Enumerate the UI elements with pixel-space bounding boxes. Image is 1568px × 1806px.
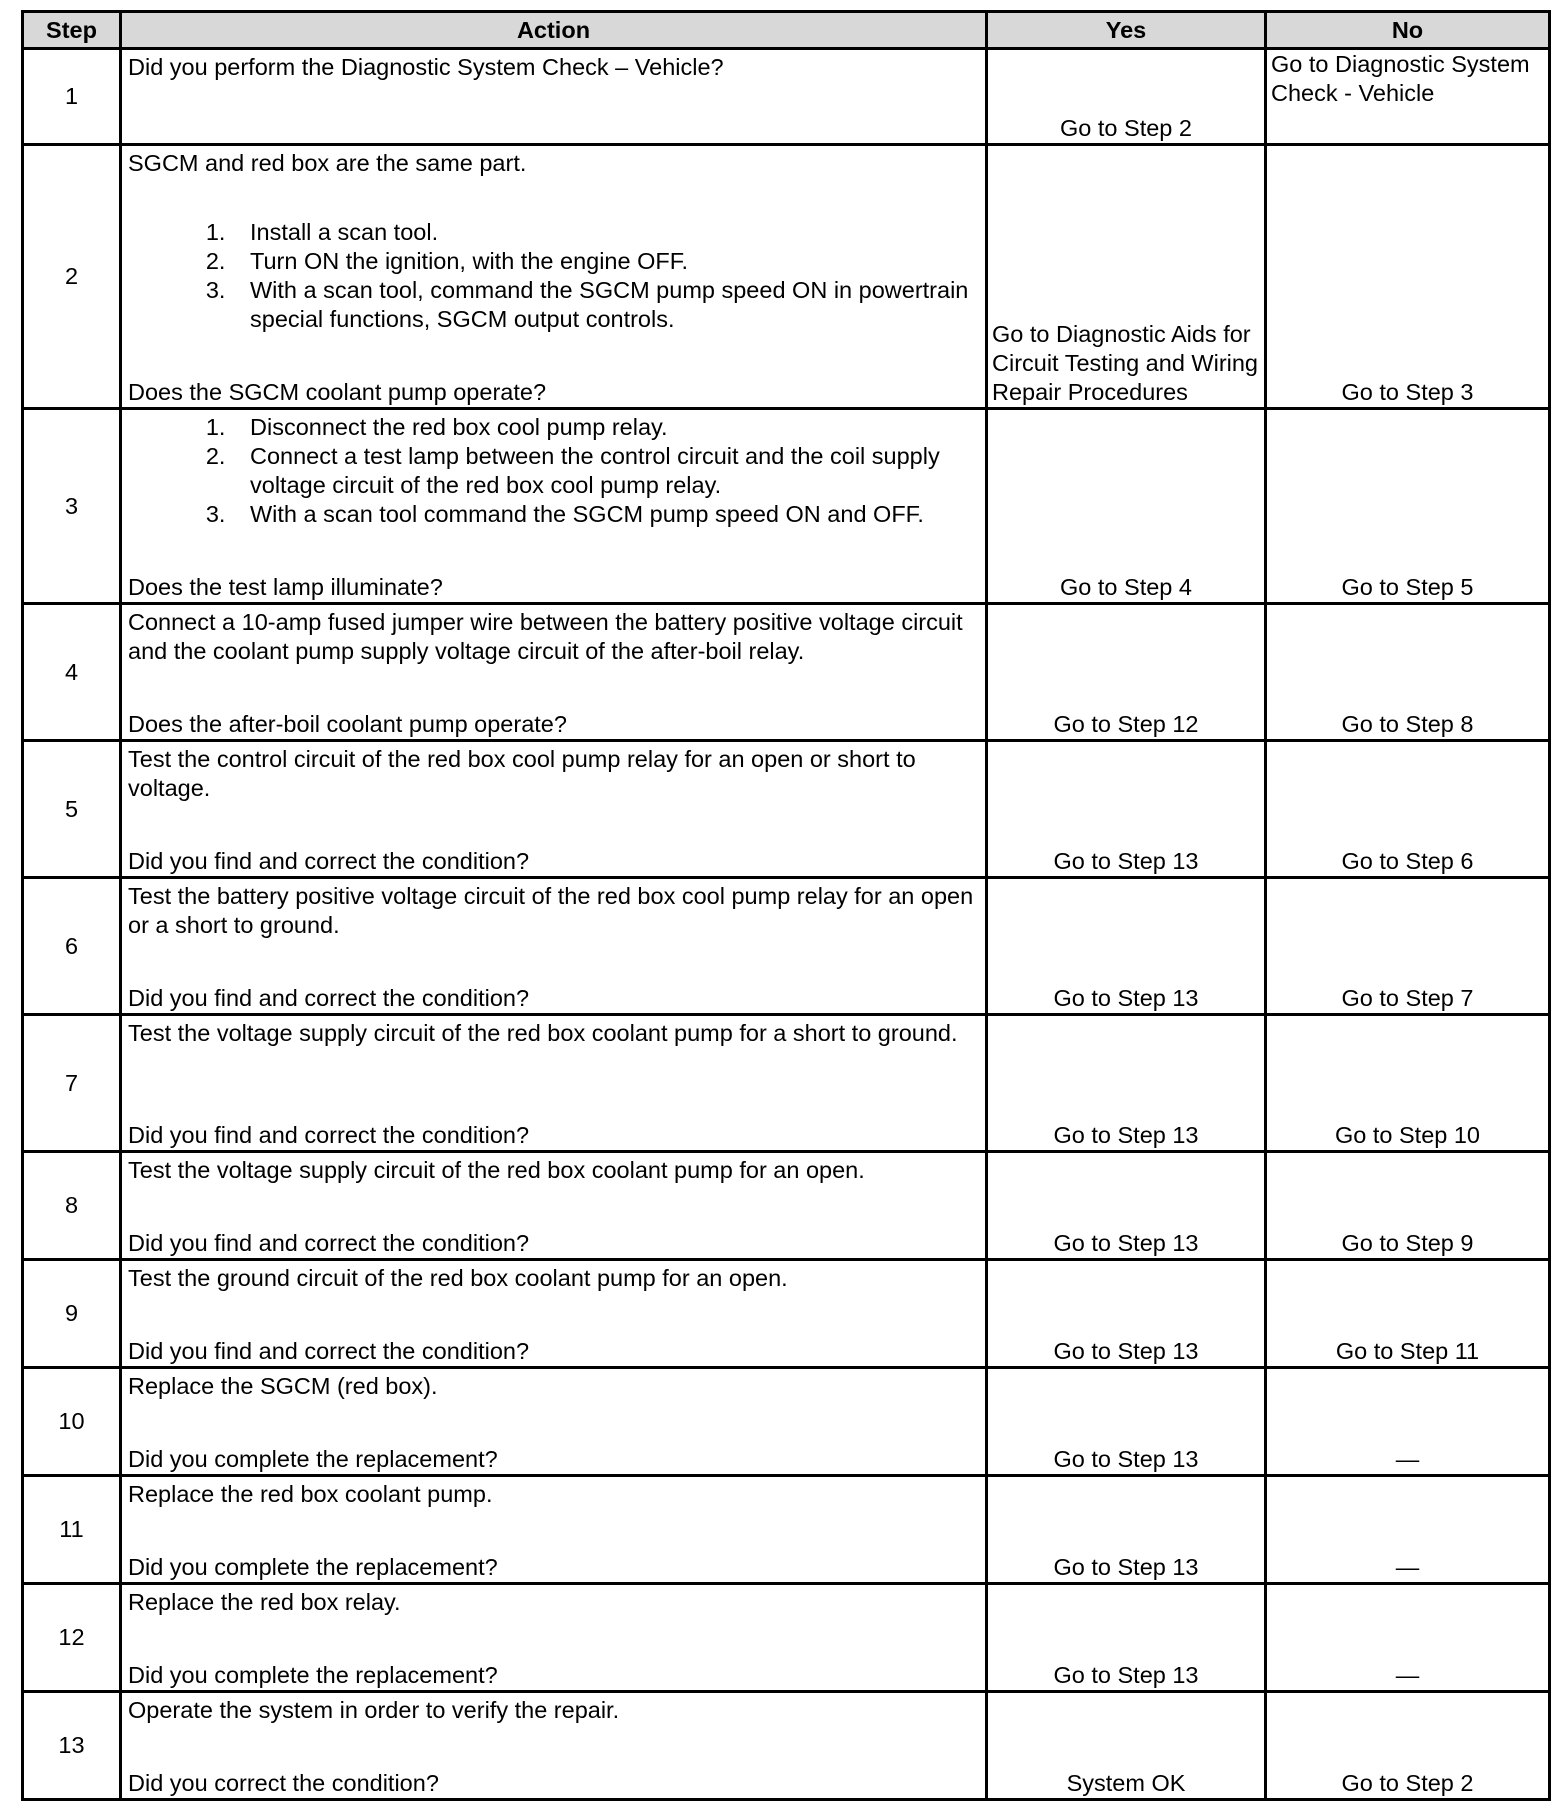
table-row (23, 49, 1550, 145)
table-row (23, 409, 1550, 604)
yes-cell: Go to Step 12 (987, 604, 1266, 741)
list-item: 3. With a scan tool, command the SGCM pump speed ON in powertrain special functions, SGCM output controls. (232, 276, 979, 334)
action-text: Operate the system in order to verify the repair. (128, 1697, 620, 1723)
no-cell: Go to Step 7 (1266, 878, 1550, 1015)
header-row (23, 12, 1550, 49)
action-text: Replace the SGCM (red box). (128, 1373, 438, 1399)
yes-cell: Go to Step 13 (987, 1368, 1266, 1476)
list-item: 2. Connect a test lamp between the control circuit and the coil supply voltage circuit of the red box cool pump relay. (232, 442, 979, 500)
step-number: 10 (23, 1368, 121, 1476)
yes-cell: Go to Step 13 (987, 878, 1266, 1015)
action-header: Action (121, 12, 987, 49)
action-cell (121, 741, 987, 878)
action-cell (121, 1152, 987, 1260)
step-header: Step (23, 12, 121, 49)
action-cell (121, 1584, 987, 1692)
action-question: Does the test lamp illuminate? (128, 574, 443, 600)
action-question: Does the SGCM coolant pump operate? (128, 379, 547, 405)
step-number: 9 (23, 1260, 121, 1368)
list-item: 2. Turn ON the ignition, with the engine OFF. (232, 247, 979, 276)
action-question: Did you find and correct the condition? (128, 1122, 530, 1148)
no-cell: Go to Step 6 (1266, 741, 1550, 878)
action-cell (121, 604, 987, 741)
no-cell: Go to Diagnostic System Check - Vehicle (1266, 49, 1550, 145)
action-text: Test the ground circuit of the red box coolant pump for an open. (128, 1265, 788, 1291)
action-cell (121, 1476, 987, 1584)
table-row (23, 145, 1550, 409)
action-text: Test the voltage supply circuit of the red box coolant pump for an open. (128, 1157, 865, 1183)
action-question: Did you correct the condition? (128, 1770, 439, 1796)
action-text: Did you perform the Diagnostic System Check – Vehicle? (128, 54, 724, 80)
table-row (23, 1692, 1550, 1800)
list-item: 1. Disconnect the red box cool pump relay. (232, 413, 979, 442)
action-text: Test the battery positive voltage circuit of the red box cool pump relay for an open or a short to ground. (128, 883, 974, 938)
no-cell: Go to Step 8 (1266, 604, 1550, 741)
yes-cell: Go to Step 13 (987, 1260, 1266, 1368)
action-cell (121, 1015, 987, 1152)
step-number: 7 (23, 1015, 121, 1152)
yes-cell: Go to Step 4 (987, 409, 1266, 604)
action-question: Did you find and correct the condition? (128, 985, 530, 1011)
yes-header: Yes (987, 12, 1266, 49)
action-question: Did you complete the replacement? (128, 1446, 498, 1472)
step-number: 8 (23, 1152, 121, 1260)
step-number: 1 (23, 49, 121, 145)
no-cell: Go to Step 2 (1266, 1692, 1550, 1800)
instruction-list (128, 218, 979, 334)
yes-cell: Go to Step 13 (987, 1476, 1266, 1584)
diagnostic-table (21, 10, 1551, 1801)
table-row (23, 1015, 1550, 1152)
action-text: Replace the red box coolant pump. (128, 1481, 493, 1507)
table-row (23, 741, 1550, 878)
action-cell (121, 49, 987, 145)
no-cell: — (1266, 1368, 1550, 1476)
step-number: 5 (23, 741, 121, 878)
no-cell: — (1266, 1476, 1550, 1584)
table-row (23, 878, 1550, 1015)
yes-cell: Go to Diagnostic Aids for Circuit Testing and Wiring Repair Procedures (987, 145, 1266, 409)
instruction-list (128, 413, 979, 529)
action-question: Did you find and correct the condition? (128, 1230, 530, 1256)
yes-cell: Go to Step 13 (987, 1584, 1266, 1692)
table-row (23, 1260, 1550, 1368)
list-item: 3. With a scan tool command the SGCM pump speed ON and OFF. (232, 500, 979, 529)
table-row (23, 1476, 1550, 1584)
yes-cell: Go to Step 13 (987, 741, 1266, 878)
no-header: No (1266, 12, 1550, 49)
action-text: SGCM and red box are the same part. (128, 150, 527, 176)
no-cell: Go to Step 3 (1266, 145, 1550, 409)
step-number: 11 (23, 1476, 121, 1584)
action-question: Did you complete the replacement? (128, 1662, 498, 1688)
step-number: 2 (23, 145, 121, 409)
action-question: Did you find and correct the condition? (128, 1338, 530, 1364)
no-cell: Go to Step 10 (1266, 1015, 1550, 1152)
yes-cell: Go to Step 2 (987, 49, 1266, 145)
action-text: Test the control circuit of the red box cool pump relay for an open or short to voltage. (128, 746, 916, 801)
action-question: Did you complete the replacement? (128, 1554, 498, 1580)
action-cell (121, 1368, 987, 1476)
action-question: Did you find and correct the condition? (128, 848, 530, 874)
table-row (23, 1584, 1550, 1692)
action-cell (121, 1260, 987, 1368)
action-cell (121, 1692, 987, 1800)
step-number: 4 (23, 604, 121, 741)
step-number: 12 (23, 1584, 121, 1692)
no-cell: — (1266, 1584, 1550, 1692)
no-cell: Go to Step 5 (1266, 409, 1550, 604)
action-text: Replace the red box relay. (128, 1589, 401, 1615)
table-row (23, 604, 1550, 741)
action-text: Connect a 10-amp fused jumper wire between the battery positive voltage circuit and the coolant pump supply voltage circuit of the after-boil relay. (128, 609, 963, 664)
no-cell: Go to Step 9 (1266, 1152, 1550, 1260)
step-number: 13 (23, 1692, 121, 1800)
list-item: 1. Install a scan tool. (232, 218, 979, 247)
table-row (23, 1368, 1550, 1476)
action-cell (121, 145, 987, 409)
yes-cell: System OK (987, 1692, 1266, 1800)
step-number: 3 (23, 409, 121, 604)
action-cell (121, 409, 987, 604)
table-row (23, 1152, 1550, 1260)
step-number: 6 (23, 878, 121, 1015)
action-text: Test the voltage supply circuit of the red box coolant pump for a short to ground. (128, 1020, 958, 1046)
yes-cell: Go to Step 13 (987, 1015, 1266, 1152)
yes-cell: Go to Step 13 (987, 1152, 1266, 1260)
action-cell (121, 878, 987, 1015)
no-cell: Go to Step 11 (1266, 1260, 1550, 1368)
action-question: Does the after-boil coolant pump operate? (128, 711, 567, 737)
